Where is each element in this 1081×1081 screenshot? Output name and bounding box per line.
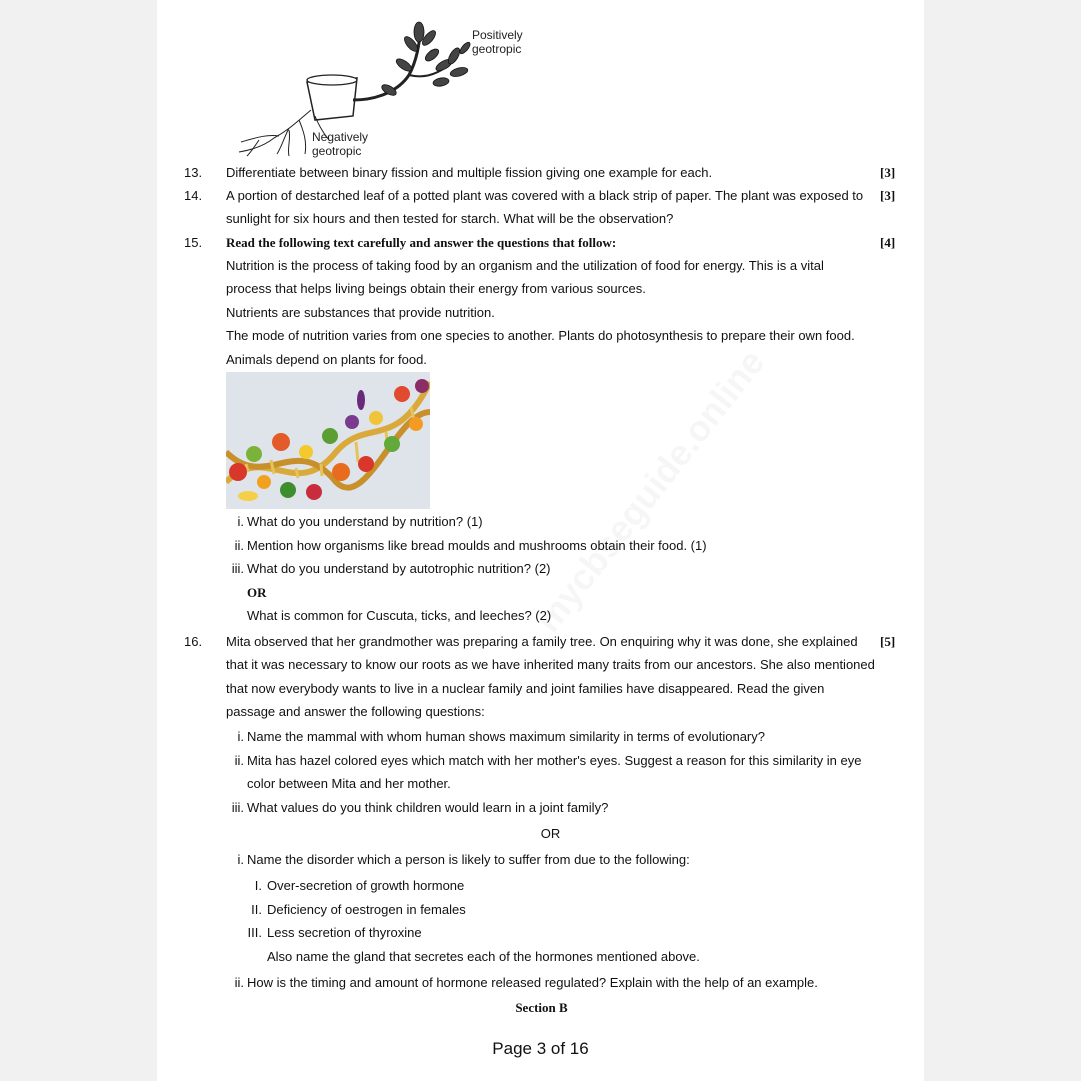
sub-question: What is common for Cuscuta, ticks, and leeches? (2) [247,608,552,623]
sub-number: i. [237,852,244,867]
passage-line: Nutrients are substances that provide nutrition. [226,305,495,320]
question-number: 15. [184,235,203,250]
or-label: OR [540,826,561,841]
sub-question: What values do you think children would learn in a joint family? [247,800,609,815]
question-number: 16. [184,634,203,649]
negative-label-1: Negatively [312,130,369,144]
nutrition-dna-image [226,372,430,509]
sub-number: ii. [234,538,244,553]
item-number: III. [247,925,262,940]
sub-number: ii. [234,975,244,990]
sub-question: Mita has hazel colored eyes which match with her mother's eyes. Suggest a reason for this similarity in eye [247,753,862,768]
sub-question: What do you understand by autotrophic nutrition? (2) [247,561,551,576]
question-marks: [3] [880,165,896,180]
sub-question: Mention how organisms like bread moulds and mushrooms obtain their food. (1) [247,538,707,553]
question-number: 13. [184,165,203,180]
passage-line: passage and answer the following questions: [226,704,485,719]
or-label: OR [247,585,267,600]
question-text: A portion of destarched leaf of a potted plant was covered with a black strip of paper. The plant was exposed to [226,188,864,203]
sub-question: What do you understand by nutrition? (1) [247,514,483,529]
sub-question: Name the mammal with whom human shows maximum similarity in terms of evolutionary? [247,729,765,744]
question-marks: [3] [880,188,896,203]
passage-line: process that helps living beings obtain their energy from various sources. [226,281,646,296]
sub-number: iii. [231,800,244,815]
question-text: sunlight for six hours and then tested for starch. What will be the observation? [226,211,674,226]
positive-label-2: geotropic [472,42,522,56]
list-item: Over-secretion of growth hormone [267,878,465,893]
negative-label-2: geotropic [312,144,362,158]
sub-number: iii. [231,561,244,576]
list-item: Deficiency of oestrogen in females [267,902,466,917]
passage-line: The mode of nutrition varies from one species to another. Plants do photosynthesis to prepare their own food. [226,328,855,343]
section-heading: Section B [515,1000,568,1015]
passage-line: Nutrition is the process of taking food by an organism and the utilization of food for energy. This is a vital [226,258,824,273]
geotropism-figure [229,20,549,160]
sub-number: i. [237,729,244,744]
sub-question: How is the timing and amount of hormone released regulated? Explain with the help of an example. [247,975,818,990]
item-number: II. [251,902,262,917]
list-item: Less secretion of thyroxine [267,925,422,940]
question-marks: [5] [880,634,896,649]
question-text: Differentiate between binary fission and multiple fission giving one example for each. [226,165,713,180]
positive-label-1: Positively [472,28,523,42]
sub-number: i. [237,514,244,529]
question-number: 14. [184,188,203,203]
document-page [157,0,924,1081]
watermark [527,342,773,641]
passage-line: Animals depend on plants for food. [226,352,427,367]
question-heading: Read the following text carefully and answer the questions that follow: [226,235,617,250]
list-note: Also name the gland that secretes each of the hormones mentioned above. [267,949,700,964]
sub-question: color between Mita and her mother. [247,776,451,791]
item-number: I. [254,878,262,893]
sub-number: ii. [234,753,244,768]
passage-line: that now everybody wants to live in a nuclear family and joint families have disappeared. Read the given [226,681,825,696]
passage-line: that it was necessary to know our roots as we have inherited many traits from our ancestors. She also mentioned [226,657,875,672]
sub-question: Name the disorder which a person is likely to suffer from due to the following: [247,852,690,867]
passage-line: Mita observed that her grandmother was preparing a family tree. On enquiring why it was done, she explained [226,634,858,649]
question-marks: [4] [880,235,896,250]
page-number: Page 3 of 16 [492,1039,589,1058]
